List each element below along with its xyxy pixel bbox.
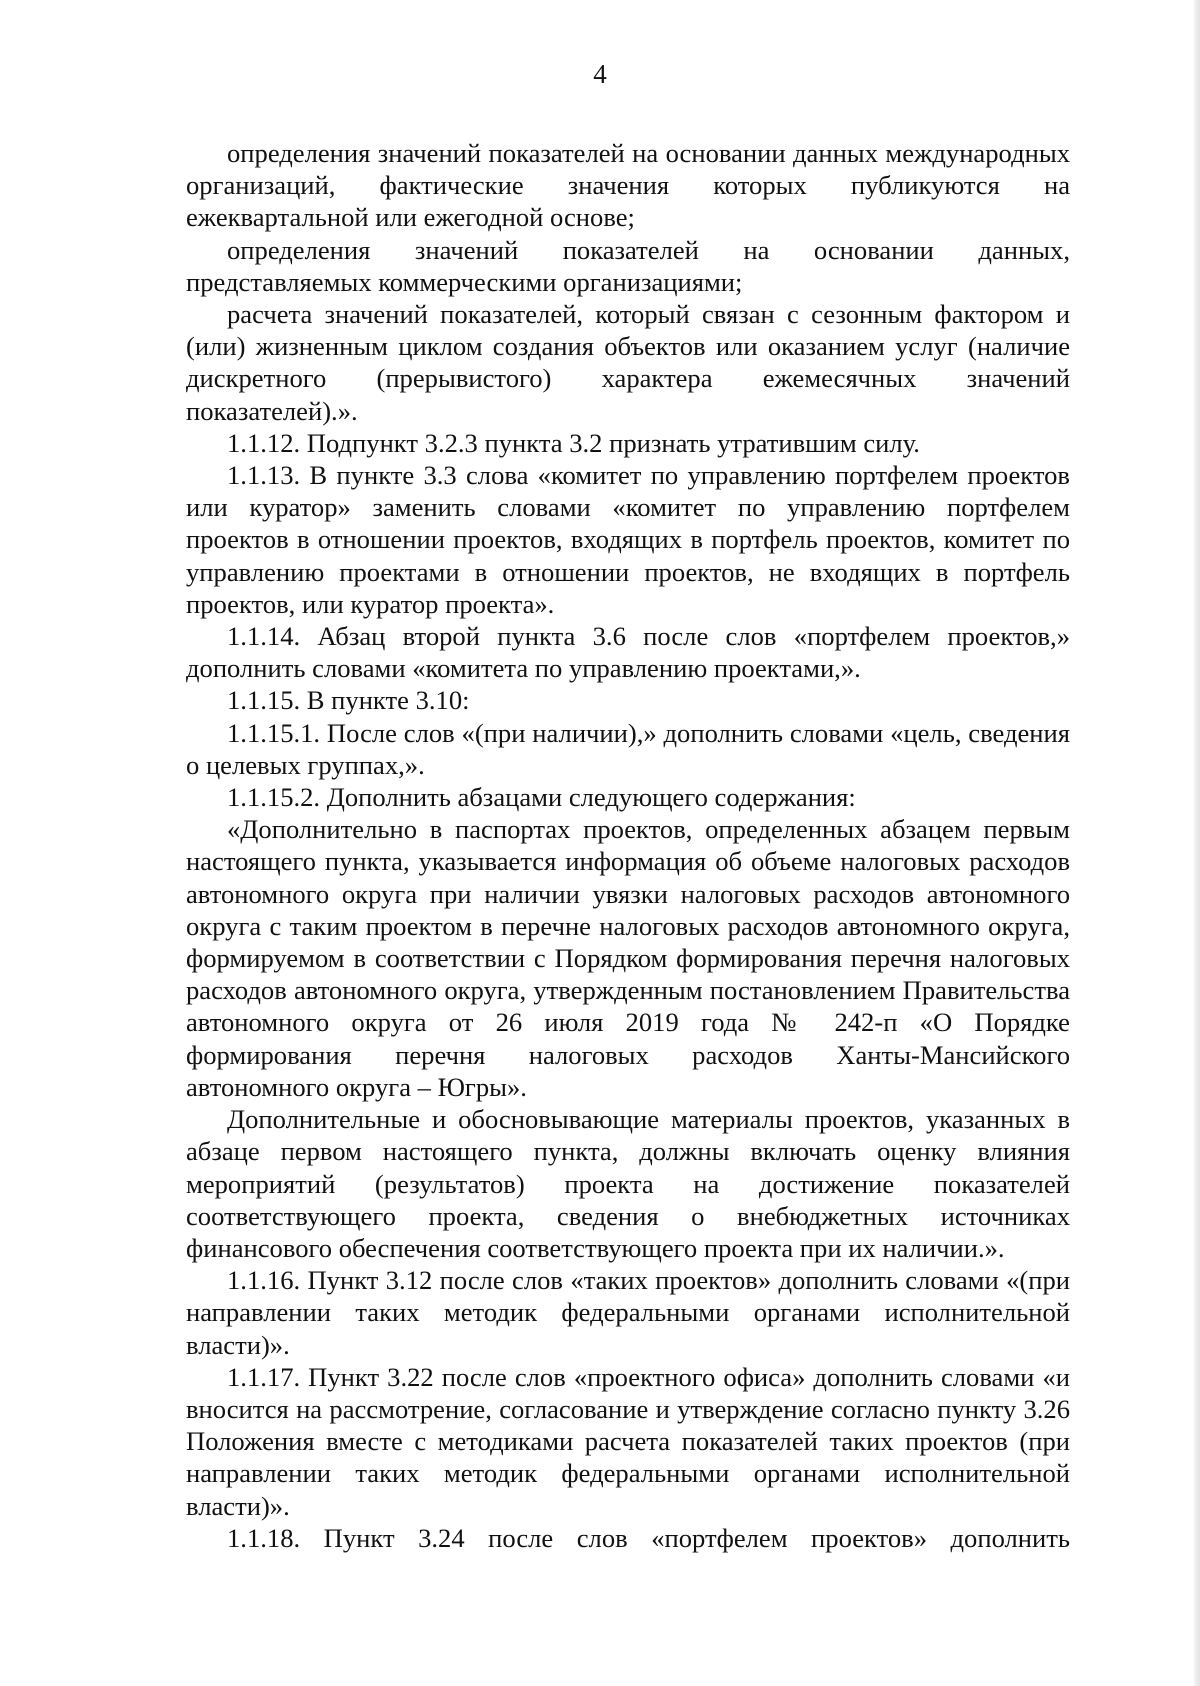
page-number: 4: [593, 59, 607, 89]
paragraph: 1.1.13. В пункте 3.3 слова «комитет по управлению портфелем проектов или куратор» заменить словами «комитет по управлению портфелем проектов в отношении проектов, входящих в портфель проектов, комитет по управлению проектами в отношении проектов, не входящих в портфель проектов, или куратор проекта».: [186, 460, 1070, 619]
paragraph: 1.1.15.1. После слов «(при наличии),» дополнить словами «цель, сведения о целевых группах,».: [186, 717, 1070, 780]
paragraph: определения значений показателей на основании данных, представляемых коммерческими организациями;: [186, 234, 1070, 297]
paragraph: 1.1.18. Пункт 3.24 после слов «портфелем проектов» дополнить: [227, 1522, 1070, 1553]
paragraph: 1.1.15. В пункте 3.10:: [227, 685, 470, 716]
paragraph: определения значений показателей на основании данных международных организаций, фактические значения которых публикуются на ежеквартальной или ежегодной основе;: [186, 138, 1070, 233]
paragraph: 1.1.12. Подпункт 3.2.3 пункта 3.2 признать утратившим силу.: [227, 427, 920, 458]
paragraph: 1.1.14. Абзац второй пункта 3.6 после слов «портфелем проектов,» дополнить словами «комитета по управлению проектами,».: [186, 621, 1070, 684]
paragraph: 1.1.17. Пункт 3.22 после слов «проектного офиса» дополнить словами «и вносится на рассмотрение, согласование и утверждение согласно пункту 3.26 Положения вместе с методиками расчета показателей таких проектов (при направлении таких методик федеральными органами исполнительной власти)».: [186, 1361, 1070, 1521]
paragraph: расчета значений показателей, который связан с сезонным фактором и (или) жизненным циклом создания объектов или оказанием услуг (наличие дискретного (прерывистого) характера ежемесячных значений показателей).».: [186, 299, 1070, 426]
paragraph: 1.1.15.2. Дополнить абзацами следующего содержания:: [227, 782, 856, 813]
paragraph: «Дополнительно в паспортах проектов, определенных абзацем первым настоящего пункта, указывается информация об объеме налоговых расходов автономного округа при наличии увязки налоговых расходов автономного округа с таким проектом в перечне налоговых расходов автономного округа, формируемом в соответствии с Порядком формирования перечня налоговых расходов автономного округа, утвержденным постановлением Правительства автономного округа от 26 июля 2019 года № 242-п «О Порядке формирования перечня налоговых расходов Ханты-Мансийского автономного округа – Югры».: [186, 814, 1070, 1102]
scan-edge-shadow: [1194, 0, 1200, 1686]
paragraph: Дополнительные и обосновывающие материалы проектов, указанных в абзаце первом настоящего пункта, должны включать оценку влияния мероприятий (результатов) проекта на достижение показателей соответствующего проекта, сведения о внебюджетных источниках финансового обеспечения соответствующего проекта при их наличии.».: [186, 1104, 1070, 1263]
document-body: [186, 137, 1070, 1554]
paragraph: 1.1.16. Пункт 3.12 после слов «таких проектов» дополнить словами «(при направлении таких методик федеральными органами исполнительной власти)».: [186, 1265, 1070, 1360]
